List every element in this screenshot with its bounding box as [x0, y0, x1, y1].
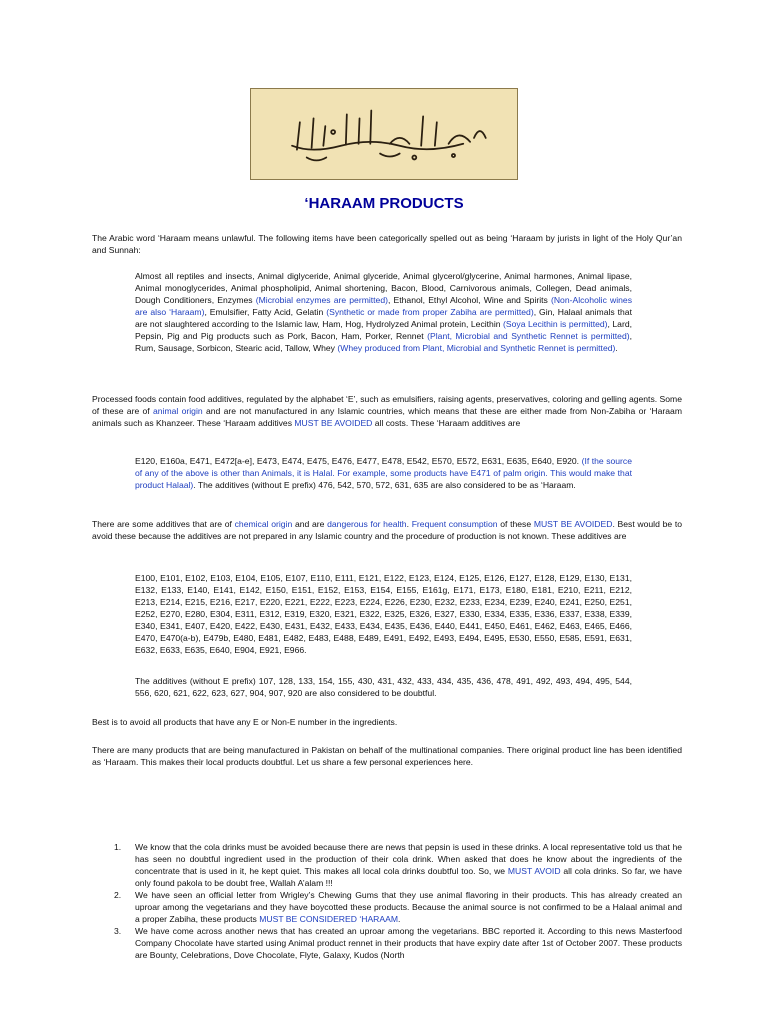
intro-paragraph: The Arabic word ‘Haraam means unlawful. The following items have been categorically spelled out as being ‘Haraam by jurists in light of the Holy Qur’an and Sunnah: [92, 233, 682, 255]
bismillah-banner [250, 88, 518, 180]
processed-foods-paragraph: Processed foods contain food additives, regulated by the alphabet ‘E’, such as emulsifiers, raising agents, preservatives, coloring and gelling agents. Some of these are of animal origin and are not manufactured in any Islamic countries, which means that these are either made from Non-Zabiha or ‘Haraam animals such as Khanzeer. These ‘Haraam additives MUST BE AVOIDED all costs. These ‘Haraam additives are [92, 394, 682, 428]
page-title: ‘HARAAM PRODUCTS [304, 195, 464, 212]
haraam-items-list: Almost all reptiles and insects, Animal diglyceride, Animal glyceride, Animal glycerol/glycerine, Animal harmones, Animal lipase, Animal monoglycerides, Animal phospholipid, Animal shortening, Bacon, Blood, Carnivorous animals, Collegen, Dead animals, Dough Conditioners, Enzymes (Microbial enzymes are permitted), Ethanol, Ethyl Alcohol, Wine and Spirits (Non-Alcoholic wines are also ‘Haraam), Emulsifier, Fatty Acid, Gelatin (Synthetic or made from proper Zabiha are permitted), Gin, Halaal animals that are not slaughtered according to the Islamic law, Ham, Hog, Hydrolyzed Animal protein, Lecithin (Soya Lecithin is permitted), Lard, Pepsin, Pig and Pig products such as Pork, Bacon, Ham, Porker, Rennet (Plant, Microbial and Synthetic Rennet is permitted), Rum, Sausage, Sorbicon, Stearic acid, Tallow, Whey (Whey produced from Plant, Microbial and Synthetic Rennet is permitted). [135, 271, 632, 353]
list-item: 3. We have come across another news that has created an uproar among the vegetarians. BBC reported it. According to this news Masterfood Company Chocolate have started using Animal product rennet in their products that have expiry date after 1st of October 2007. These products are Bounty, Celebrations, Dove Chocolate, Flyte, Galaxy, Kudos (North [114, 926, 682, 960]
list-item: 2. We have seen an official letter from Wrigley’s Chewing Gums that they use animal flavoring in their products. This has already created an uproar among the vegetarians and they have boycotted these products. Because the animal source is not confirmed to be a Halaal animal and a proper Zabiha, these products MUST BE CONSIDERED ‘HARAAM. [114, 890, 682, 924]
bismillah-calligraphy-icon [251, 89, 517, 179]
list-item: 1. We know that the cola drinks must be avoided because there are news that pepsin is used in these drinks. A local representative told us that he has seen no doubtful ingredient used in the production of their cola drink. When asked that does he know about the ingredients of the concentrate that is used in it, he kept quiet. This makes all local cola drinks doubtful too. So, we MUST AVOID all cola drinks. So far, we have only found pakola to be doubt free, Wallah A’alam !!! [114, 842, 682, 888]
haraam-additives-list: E120, E160a, E471, E472[a-e], E473, E474, E475, E476, E477, E478, E542, E570, E572, E631, E635, E640, E920. (If the source of any of the above is other than Animals, it is Halal. For example, some products have E471 of palm origin. This would make that product Halaal). The additives (without E prefix) 476, 542, 570, 572, 631, 635 are also considered to be as ‘Haraam. [135, 456, 632, 490]
pakistan-products-paragraph: There are many products that are being manufactured in Pakistan on behalf of the multinational companies. There original product line has been identified as ‘Haraam. This makes their local products doubtful. Let us share a few personal experiences here. [92, 745, 682, 767]
best-avoid-paragraph: Best is to avoid all products that have any E or Non-E number in the ingredients. [92, 717, 398, 727]
doubtful-additives-list: E100, E101, E102, E103, E104, E105, E107, E110, E111, E121, E122, E123, E124, E125, E126, E127, E128, E129, E130, E131, E132, E133, E140, E141, E142, E150, E151, E152, E153, E154, E155, E161g, E171, E173, E180, E181, E210, E211, E212, E213, E214, E215, E216, E217, E220, E221, E222, E223, E224, E226, E230, E232, E233, E234, E239, E240, E241, E250, E251, E252, E270, E280, E304, E311, E312, E319, E320, E321, E322, E325, E326, E327, E330, E334, E335, E336, E337, E338, E339, E340, E341, E407, E420, E422, E430, E431, E432, E433, E434, E435, E436, E440, E441, E450, E461, E462, E463, E465, E466, E470, E470(a-b), E479b, E480, E481, E482, E483, E488, E489, E491, E492, E493, E494, E495, E530, E550, E585, E591, E631, E632, E633, E635, E640, E904, E921, E966. [135, 573, 632, 655]
chemical-additives-paragraph: There are some additives that are of chemical origin and are dangerous for health. Frequent consumption of these MUST BE AVOIDED. Best would be to avoid these because the additives are not prepared in any Islamic country and the procedure of production is not known. These additives are [92, 519, 682, 541]
experiences-list [92, 841, 682, 961]
doubtful-numbers-paragraph: The additives (without E prefix) 107, 128, 133, 154, 155, 430, 431, 432, 433, 434, 435, 436, 478, 491, 492, 493, 494, 495, 544, 556, 620, 621, 622, 623, 627, 904, 907, 920 are also considered to be doubtful. [135, 676, 632, 698]
